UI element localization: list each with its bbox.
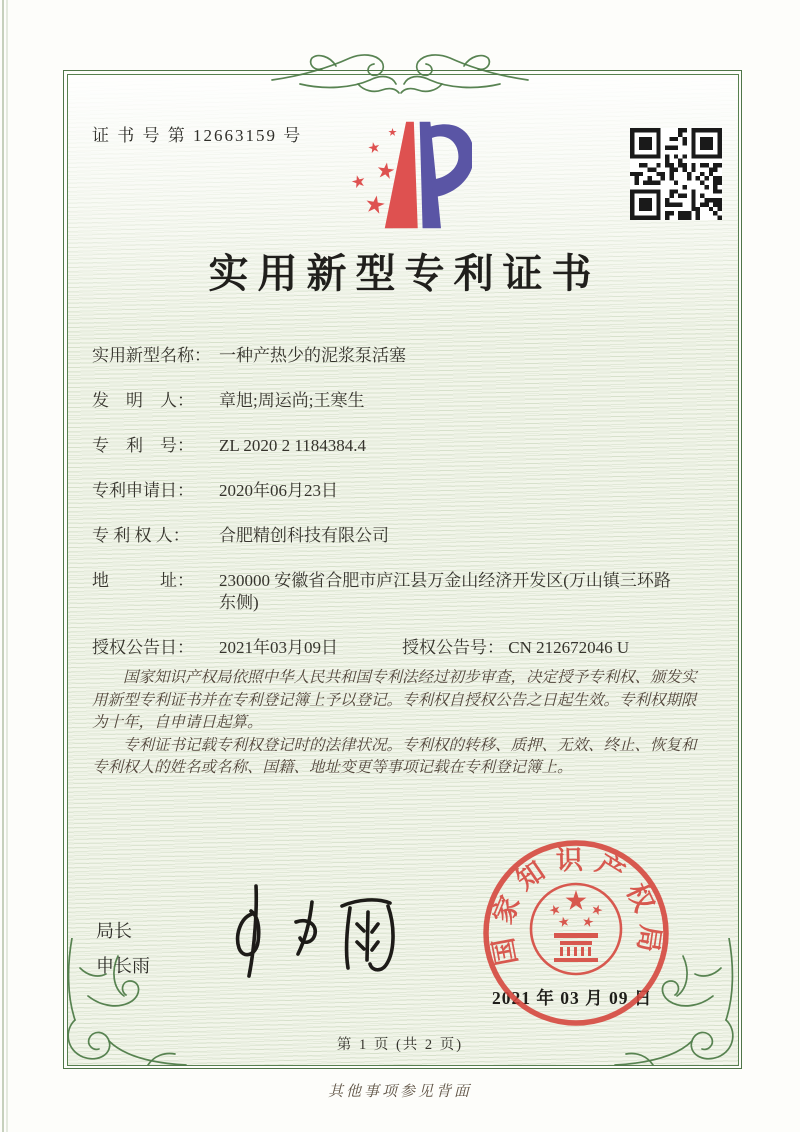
officer-block xyxy=(96,914,150,984)
field-row-inventors xyxy=(92,390,710,412)
seal-text: 国家知识产权局 xyxy=(486,844,666,968)
grant-date-value: 2021年03月09日 xyxy=(219,638,338,657)
field-label: 专 利 权 人： xyxy=(92,526,190,545)
field-row-filing-date xyxy=(92,480,710,502)
back-side-note: 其他事项参见背面 xyxy=(327,1084,472,1100)
legal-paragraph-1: 国家知识产权局依照中华人民共和国专利法经过初步审查，决定授予专利权、颁发实用新型专利证书并在专利登记簿上予以登记。专利权自授权公告之日起生效。专利权期限为十年，自申请日起算。 xyxy=(92,669,697,731)
field-row-patentee xyxy=(92,525,710,547)
page-number: 第 1 页 (共 2 页) xyxy=(336,1037,464,1053)
qr-code xyxy=(630,128,722,220)
legal-text xyxy=(92,667,710,780)
field-label: 地 址： xyxy=(92,571,194,590)
field-value: 合肥精创科技有限公司 xyxy=(219,526,389,545)
field-label: 实用新型名称： xyxy=(92,346,211,365)
field-label: 授权公告日： xyxy=(92,638,194,657)
field-label: 发 明 人： xyxy=(92,391,194,410)
grant-number-value: CN 212672046 U xyxy=(508,638,630,657)
cnipa-logo-icon xyxy=(346,116,472,234)
field-label: 专 利 号： xyxy=(92,436,194,455)
officer-title: 局长 xyxy=(96,921,132,941)
field-value: 230000 安徽省合肥市庐江县万金山经济开发区(万山镇三环路东侧) xyxy=(219,571,671,612)
field-value: 一种产热少的泥浆泵活塞 xyxy=(219,346,406,365)
field-value: 章旭;周运尚;王寒生 xyxy=(219,391,365,410)
field-row-grant xyxy=(92,637,710,659)
field-value: 2020年06月23日 xyxy=(219,481,338,500)
field-row-patent-number xyxy=(92,435,710,457)
scan-edge-line xyxy=(2,0,4,1132)
field-row-address xyxy=(92,570,710,614)
field-row-name xyxy=(92,345,710,367)
certificate-title: 实用新型专利证书 xyxy=(208,251,601,296)
field-list xyxy=(92,345,710,682)
field-label: 授权公告号： xyxy=(402,638,504,657)
certificate-number: 证 书 号 第 12663159 号 xyxy=(92,126,303,145)
field-value: ZL 2020 2 1184384.4 xyxy=(219,436,367,455)
officer-name: 申长雨 xyxy=(96,956,150,976)
commissioner-signature xyxy=(222,876,427,984)
legal-paragraph-2: 专利证书记载专利权登记时的法律状况。专利权的转移、质押、无效、终止、恢复和专利权人的姓名或名称、国籍、地址变更等事项记载在专利登记簿上。 xyxy=(92,736,697,776)
seal-date: 2021 年 03 月 09 日 xyxy=(492,988,653,1008)
field-label: 专利申请日： xyxy=(92,481,194,500)
